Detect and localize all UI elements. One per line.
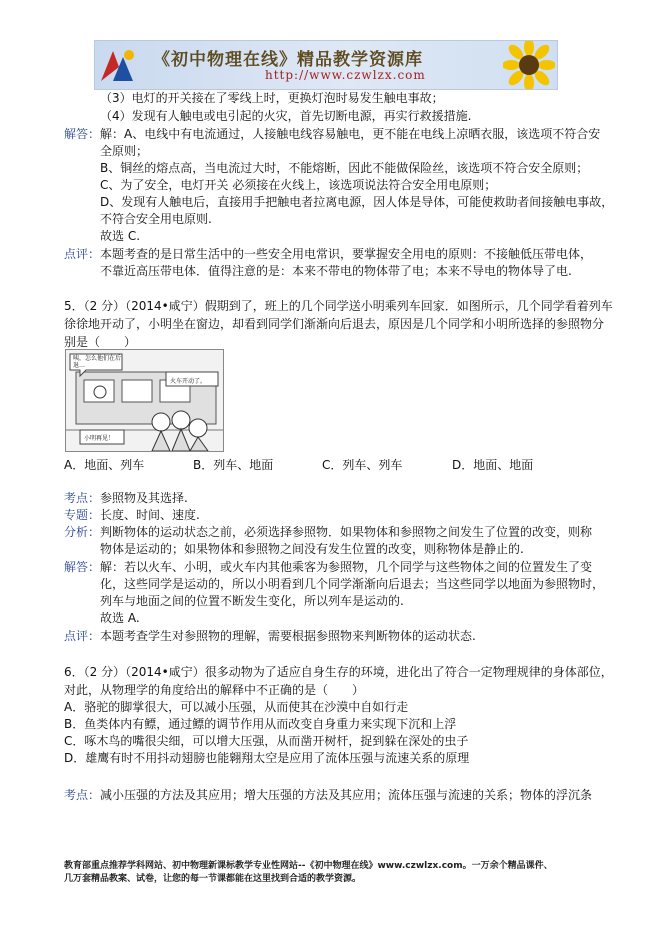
- q4-answer-line: 解：A、电线中有电流通过，人接触电线容易触电，更不能在电线上凉晒衣服，该选项不符合安: [100, 127, 601, 141]
- q5-option-a: A．地面、列车: [64, 458, 145, 472]
- q6-option-d: D．雄鹰有时不用抖动翅膀也能翱翔太空是应用了流体压强与流速关系的原理: [64, 751, 470, 765]
- q4-answer-line: 故选 C.: [100, 229, 141, 243]
- q5-option-b: B．列车、地面: [193, 458, 274, 472]
- q6-option-c: C．啄木鸟的嘴很尖细，可以增大压强，从而凿开树杆，捉到躲在深处的虫子: [64, 734, 469, 748]
- q4-answer-line: C、为了安全，电灯开关 必须接在火线上，该选项说法符合安全用电原则；: [100, 178, 497, 192]
- banner-url: http://www.czwlzx.com: [265, 68, 426, 82]
- q5-fenxi-line: 物体是运动的；如果物体和参照物之间没有发生位置的改变，则称物体是静止的.: [100, 542, 524, 556]
- q4-comment-line: 不靠近高压带电体．值得注意的是：本来不带电的物体带了电；本来不导电的物体导了电.: [100, 264, 572, 278]
- q4-comment-label: 点评：: [64, 247, 101, 261]
- header-banner: [94, 40, 558, 90]
- q5-option-c: C．列车、列车: [322, 458, 403, 472]
- q5-jieda-line: 故选 A.: [100, 611, 140, 625]
- q5-fenxi-label: 分析：: [64, 525, 101, 539]
- q5-zhuanti: 长度、时间、速度.: [100, 508, 200, 522]
- q4-answer-label: 解答：: [64, 127, 101, 141]
- bubble-text: 火车开动了。: [170, 378, 207, 385]
- q5-stem-line: 徐徐地开动了，小明坐在窗边，却看到同学们渐渐向后退去，原因是几个同学和小明所选择的参照物分: [64, 317, 605, 331]
- q6-option-b: B．鱼类体内有鳔，通过鳔的调节作用从而改变自身重力来实现下沉和上浮: [64, 717, 457, 731]
- q5-option-d: D．地面、地面: [452, 458, 534, 472]
- q4-answer-line: 不符合安全用电原则.: [100, 212, 212, 226]
- bubble-text: 咦，怎么他们在后退…: [73, 355, 122, 369]
- q4-comment-line: 本题考查的是日常生活中的一些安全用电常识，要掌握安全用电的原则：不接触低压带电体，: [100, 247, 593, 261]
- q6-kaodian-label: 考点：: [64, 788, 101, 802]
- q6-stem-line: 6．（2 分）（2014•咸宁）很多动物为了适应自身生存的环境，进化出了符合一定物理规律的身体部位，: [64, 665, 613, 679]
- bubble-text: 小明再见！: [84, 435, 115, 442]
- q4-item-4: （4）发现有人触电或电引起的火灾，首先切断电源，再实行救援措施.: [100, 109, 472, 123]
- q4-item-3: （3）电灯的开关接在了零线上时，更换灯泡时易发生触电事故；: [100, 91, 444, 105]
- q5-fenxi-line: 判断物体的运动状态之前，必须选择参照物．如果物体和参照物之间发生了位置的改变，则称: [100, 525, 593, 539]
- sunflower-icon: [503, 40, 555, 90]
- q4-answer-line: D、发现有人触电后，直接用手把触电者拉离电源，因人体是导体，可能使救助者间接触电事故，: [100, 195, 614, 209]
- q6-kaodian: 减小压强的方法及其应用；增大压强的方法及其应用；流体压强与流速的关系；物体的浮沉条: [100, 788, 593, 802]
- q4-answer-line: B、铜丝的熔点高，当电流过大时，不能熔断，因此不能做保险丝，该选项不符合安全原则；: [100, 161, 589, 175]
- footer-line: 几万套精品教案、试卷，让您的每一节课都能在这里找到合适的教学资源。: [64, 874, 362, 884]
- q5-jieda-line: 化，这些同学是运动的，所以小明看到几个同学渐渐向后退去；当这些同学以地面为参照物时，: [100, 577, 605, 591]
- banner-title: 《初中物理在线》精品教学资源库: [153, 50, 423, 70]
- q5-stem-line: 5．（2 分）（2014•咸宁）假期到了，班上的几个同学送小明乘列车回家．如图所示，几个同学看着列车: [64, 299, 613, 313]
- footer-line: 教育部重点推荐学科网站、初中物理新课标教学专业性网站--《初中物理在线》www.czwlzx.com。一万余个精品课件、: [64, 861, 553, 871]
- site-logo-icon: [99, 47, 139, 83]
- q5-jieda-line: 列车与地面之间的位置不断发生变化，所以列车是运动的.: [100, 594, 404, 608]
- q5-jieda-line: 解：若以火车、小明，或火车内其他乘客为参照物，几个同学与这些物体之间的位置发生了变: [100, 560, 593, 574]
- q5-stem-line: 别是（ ）: [64, 335, 137, 349]
- q5-kaodian-label: 考点：: [64, 491, 101, 505]
- q5-jieda-label: 解答：: [64, 560, 101, 574]
- q5-illustration: [65, 349, 224, 452]
- q4-answer-line: 全原则；: [100, 144, 149, 158]
- q6-stem-line: 对此，从物理学的角度给出的解释中不正确的是（ ）: [64, 683, 365, 697]
- page-footer: [64, 860, 604, 886]
- q6-option-a: A．骆驼的脚掌很大，可以减小压强，从而使其在沙漠中自如行走: [64, 700, 409, 714]
- q5-dianping-label: 点评：: [64, 629, 101, 643]
- q5-dianping: 本题考查学生对参照物的理解，需要根据参照物来判断物体的运动状态.: [100, 629, 476, 643]
- q5-zhuanti-label: 专题：: [64, 508, 101, 522]
- q5-kaodian: 参照物及其选择.: [100, 491, 188, 505]
